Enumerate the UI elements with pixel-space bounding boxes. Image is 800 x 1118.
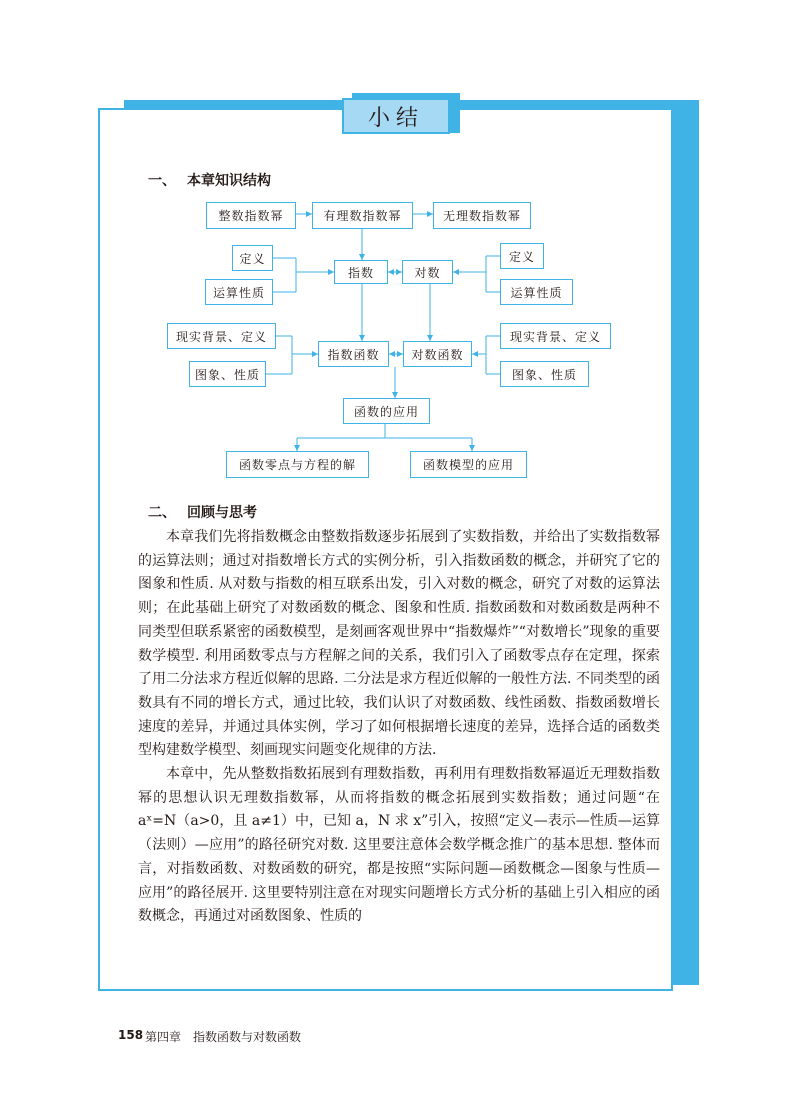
footer-chapter-number: 第四章 — [145, 1030, 182, 1044]
box-rational-exponent: 有理数指数幂 — [312, 202, 413, 229]
box-applications: 函数的应用 — [343, 398, 430, 424]
footer-chapter — [145, 1028, 301, 1045]
section2-number: 二、 — [148, 505, 176, 521]
box-exp-function: 指数函数 — [318, 341, 389, 367]
paragraph-1: 本章我们先将指数概念由整数指数逐步拓展到了实数指数，并给出了实数指数幂的运算法则；通过对指数增长方式的实例分析，引入指数函数的概念，并研究了它的图象和性质. 从对数与指数的相互联系出发，引入对数的概念，研究了对数的运算法则；在此基础上研究了对数函数的概念、图象和性质. 指数函数和对数函数是两种不同类型但联系紧密的函数模型，是刻画客观世界中“指数爆炸”“对数增长”现象的重要数学模型. 利用函数零点与方程解之间的关系，我们引入了函数零点存在定理，探索了用二分法求方程近似解的思路. 二分法是求方程近似解的一般性方法. 不同类型的函数具有不同的增长方式，通过比较，我们认识了对数函数、线性函数、指数函数增长速度的差异，并通过具体实例，学习了如何根据增长速度的差异，选择合适的函数类型构建数学模型、刻画现实问题变化规律的方法. — [138, 529, 660, 759]
box-log-background: 现实背景、定义 — [500, 323, 611, 349]
body-text — [138, 526, 660, 929]
box-zero-points: 函数零点与方程的解 — [226, 451, 369, 478]
box-function-models: 函数模型的应用 — [410, 451, 527, 478]
paragraph-2: 本章中，先从整数指数拓展到有理数指数，再利用有理数指数幂逼近无理数指数幂的思想认识无理数指数幂，从而将指数的概念拓展到实数指数；通过问题“在 aˣ=N（a>0，且 a≠1）中，已知 a，N 求 x”引入，按照“定义—表示—性质—运算（法则）—应用”的路径研究对数. 这里要注意体会数学概念推广的基本思想. 整体而言，对指数函数、对数函数的研究，都是按照“实际问题—函数概念—图象与性质—应用”的路径展开. 这里要特别注意在对现实问题增长方式分析的基础上引入相应的函数概念，再通过对函数图象、性质的 — [138, 766, 660, 925]
box-logarithm: 对数 — [402, 260, 453, 284]
box-log-properties: 运算性质 — [500, 279, 573, 305]
box-exponent: 指数 — [334, 260, 388, 284]
page-number: 158 — [118, 1028, 144, 1042]
box-log-graph: 图象、性质 — [500, 361, 589, 387]
box-log-definition: 定义 — [500, 243, 544, 269]
box-log-function: 对数函数 — [403, 341, 472, 367]
footer-chapter-title: 指数函数与对数函数 — [193, 1030, 302, 1044]
box-exp-graph: 图象、性质 — [189, 361, 266, 387]
box-irrational-exponent: 无理数指数幂 — [433, 202, 531, 229]
section2-title: 回顾与思考 — [187, 505, 257, 521]
page-title: 小结 — [342, 98, 450, 134]
section1-number: 一、 — [148, 173, 176, 189]
box-exp-background: 现实背景、定义 — [167, 323, 276, 349]
box-exp-definition: 定义 — [232, 245, 273, 271]
section1-title: 本章知识结构 — [187, 173, 271, 189]
box-exp-properties: 运算性质 — [205, 279, 273, 305]
box-integer-exponent: 整数指数幂 — [206, 202, 296, 229]
